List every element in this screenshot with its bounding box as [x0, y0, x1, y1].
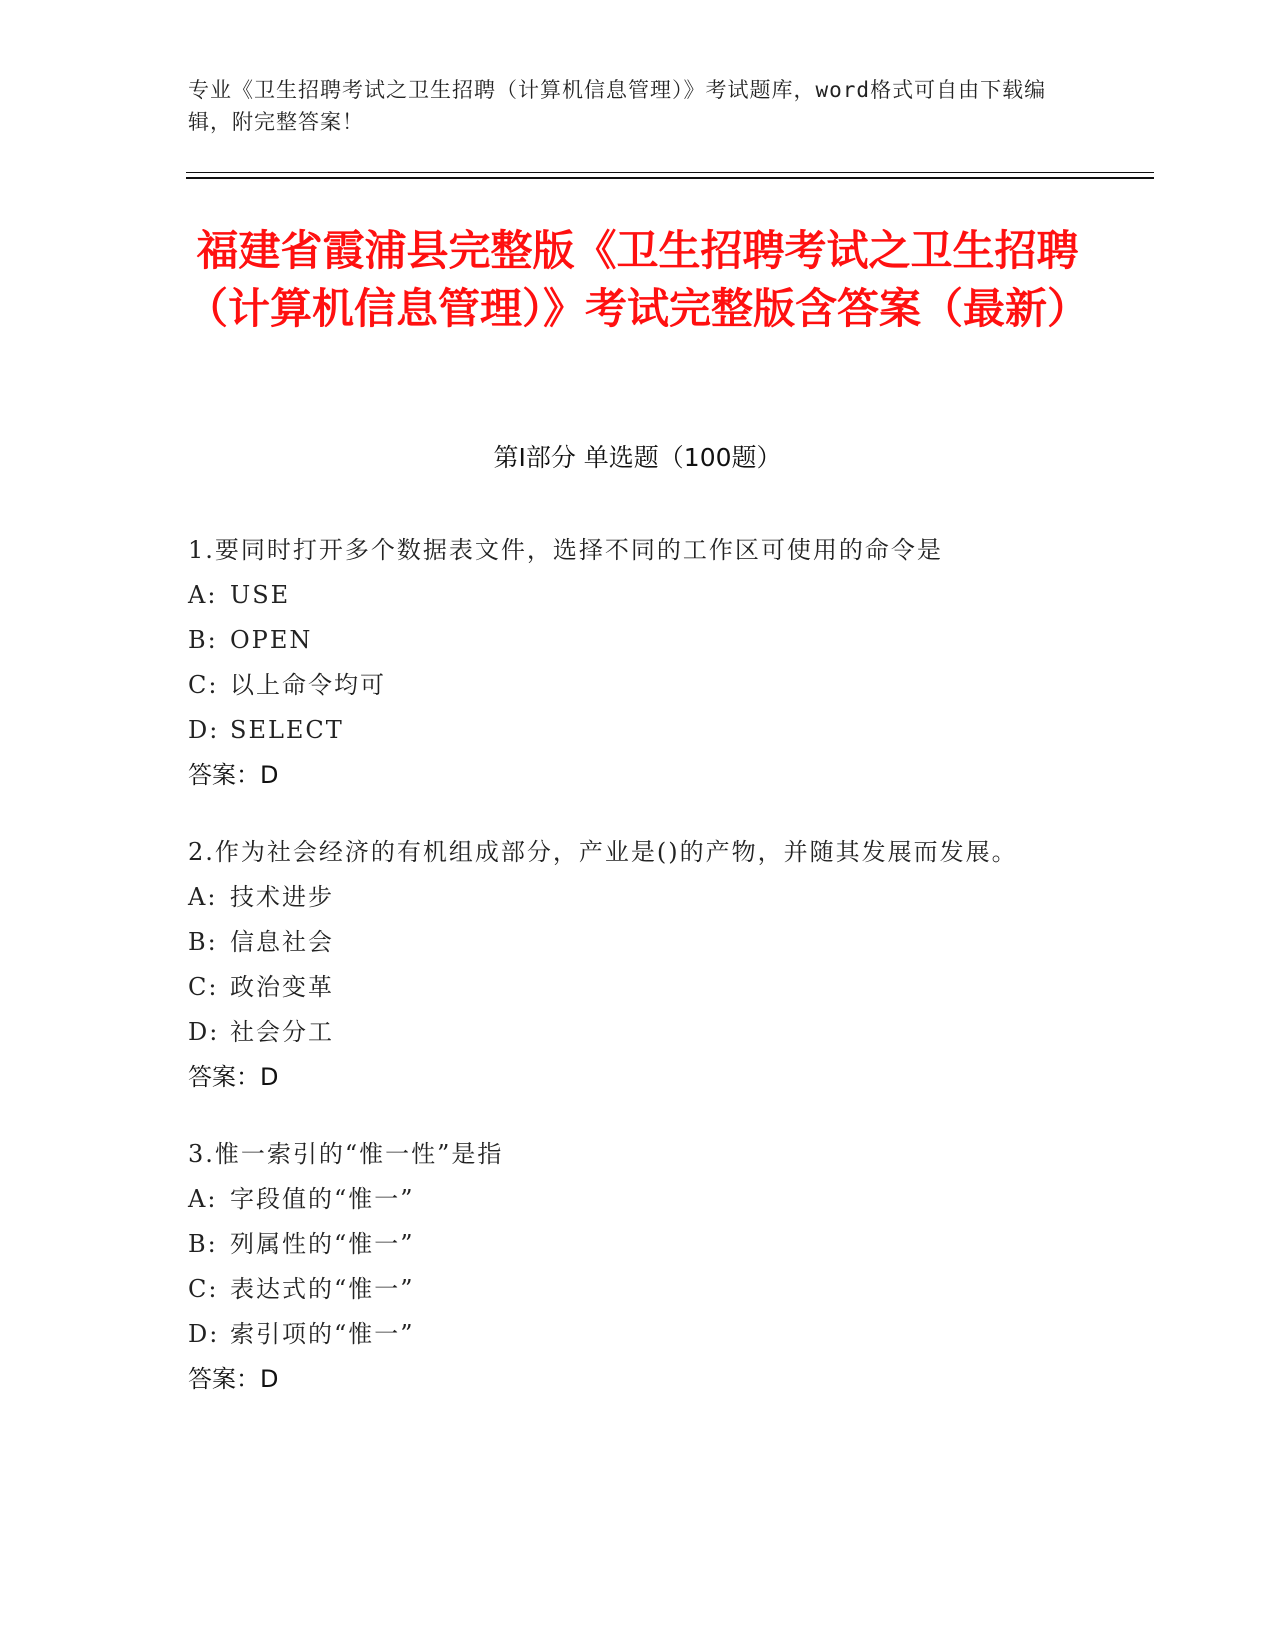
option-c	[188, 1267, 1068, 1312]
option-b	[188, 618, 1068, 663]
option-text: 列属性的“惟一”	[230, 1230, 415, 1258]
option-d	[188, 1312, 1068, 1357]
option-letter: B:	[188, 1230, 218, 1258]
option-letter: B:	[188, 626, 218, 654]
option-letter: C:	[188, 1275, 219, 1303]
section-title: 第I部分 单选题（100题）	[493, 443, 782, 472]
question-stem: 2.作为社会经济的有机组成部分，产业是()的产物，并随其发展而发展。	[188, 838, 1018, 866]
option-text: 以上命令均可	[230, 671, 386, 699]
option-c	[188, 965, 1068, 1010]
option-text: OPEN	[230, 626, 313, 654]
option-letter: C:	[188, 973, 219, 1001]
option-c	[188, 663, 1068, 708]
option-b	[188, 1222, 1068, 1267]
answer: 答案：D	[188, 761, 279, 789]
option-a	[188, 1177, 1068, 1222]
option-text: 政治变革	[230, 973, 334, 1001]
option-letter: A:	[188, 883, 218, 911]
option-text: USE	[230, 581, 291, 609]
option-text: 表达式的“惟一”	[230, 1275, 415, 1303]
question-stem: 1.要同时打开多个数据表文件，选择不同的工作区可使用的命令是	[188, 536, 943, 564]
option-text: 技术进步	[230, 883, 334, 911]
option-text: 字段值的“惟一”	[230, 1185, 415, 1213]
option-text: SELECT	[230, 716, 344, 744]
option-letter: D:	[188, 1320, 220, 1348]
option-text: 信息社会	[230, 928, 334, 956]
question-2	[188, 830, 1068, 1100]
question-3	[188, 1132, 1068, 1402]
header-rule-thin	[186, 172, 1154, 173]
option-letter: D:	[188, 1018, 220, 1046]
option-letter: D:	[188, 716, 220, 744]
option-a	[188, 573, 1068, 618]
option-d	[188, 1010, 1068, 1055]
option-b	[188, 920, 1068, 965]
header-note: 专业《卫生招聘考试之卫生招聘（计算机信息管理）》考试题库，word格式可自由下载编辑，附完整答案！	[188, 78, 1047, 134]
option-letter: A:	[188, 1185, 218, 1213]
option-letter: A:	[188, 581, 218, 609]
option-text: 社会分工	[230, 1018, 334, 1046]
header-rule-thick	[186, 177, 1154, 179]
option-a	[188, 875, 1068, 920]
option-text: 索引项的“惟一”	[230, 1320, 415, 1348]
option-letter: C:	[188, 671, 219, 699]
option-d	[188, 708, 1068, 753]
option-letter: B:	[188, 928, 218, 956]
question-list	[188, 528, 1068, 1434]
document-title: 福建省霞浦县完整版《卫生招聘考试之卫生招聘（计算机信息管理）》考试完整版含答案（最新）	[185, 226, 1089, 333]
question-1	[188, 528, 1068, 798]
question-stem: 3.惟一索引的“惟一性”是指	[188, 1140, 504, 1168]
answer: 答案：D	[188, 1063, 279, 1091]
answer: 答案：D	[188, 1365, 279, 1393]
